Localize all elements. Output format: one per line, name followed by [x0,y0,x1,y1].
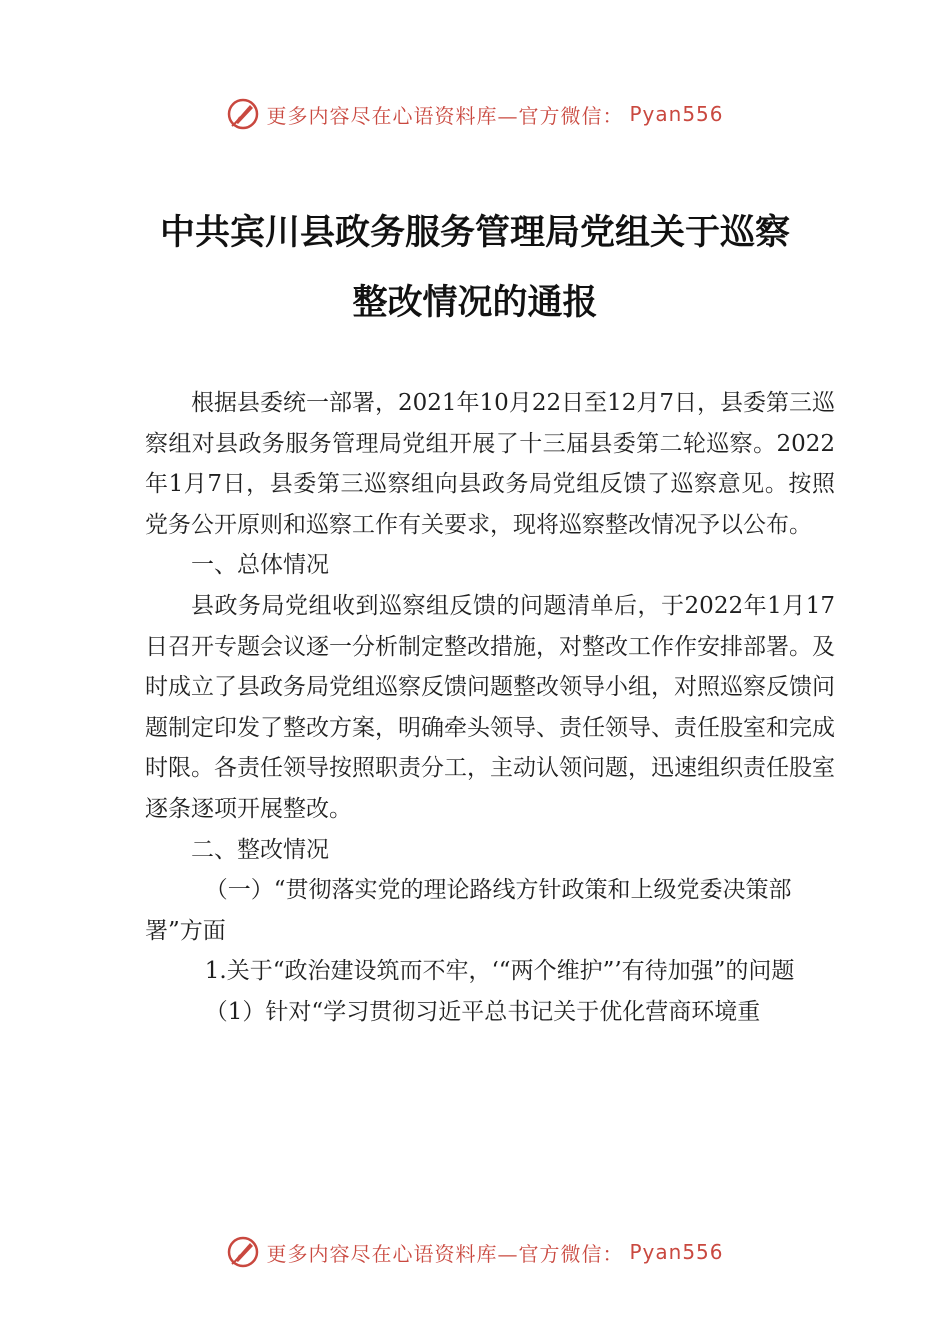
title-line-2: 整改情况的通报 [352,282,598,323]
watermark-text: 更多内容尽在心语资料库—官方微信： [266,1241,624,1266]
header-watermark-banner [0,94,950,134]
title-line-1: 中共宾川县政务服务管理局党组关于巡察 [159,212,790,253]
wechat-id: Pyan556 [629,102,724,126]
subsection-heading-1: （一）“贯彻落实党的理论路线方针政策和上级党委决策部署”方面 [145,877,792,944]
document-body [145,383,835,1033]
document-title [0,198,950,338]
footer-watermark-banner [0,1232,950,1272]
item-1-1: （1）针对“学习贯彻习近平总书记关于优化营商环境重 [204,998,761,1025]
intro-paragraph: 根据县委统一部署，2021年10月22日至12月7日，县委第三巡察组对县政务服务管理局党组开展了十三届县委第二轮巡察。2022年1月7日，县委第三巡察组向县政务局党组反馈了巡察意见。按照党务公开原则和巡察工作有关要求，现将巡察整改情况予以公布。 [145,390,835,538]
quill-seal-icon [226,1235,260,1269]
section-heading-overview: 一、总体情况 [191,552,329,579]
watermark-text: 更多内容尽在心语资料库—官方微信： [266,103,624,128]
quill-seal-icon [226,97,260,131]
section-heading-rectification: 二、整改情况 [191,836,329,863]
wechat-id: Pyan556 [629,1240,724,1264]
item-heading-1: 1.关于“政治建设筑而不牢，‘“两个维护”’有待加强”的问题 [204,958,795,985]
overview-paragraph: 县政务局党组收到巡察组反馈的问题清单后，于2022年1月17日召开专题会议逐一分析制定整改措施，对整改工作作安排部署。及时成立了县政务局党组巡察反馈问题整改领导小组，对照巡察反馈问题制定印发了整改方案，明确牵头领导、责任领导、责任股室和完成时限。各责任领导按照职责分工，主动认领问题，迅速组织责任股室逐条逐项开展整改。 [145,592,835,822]
